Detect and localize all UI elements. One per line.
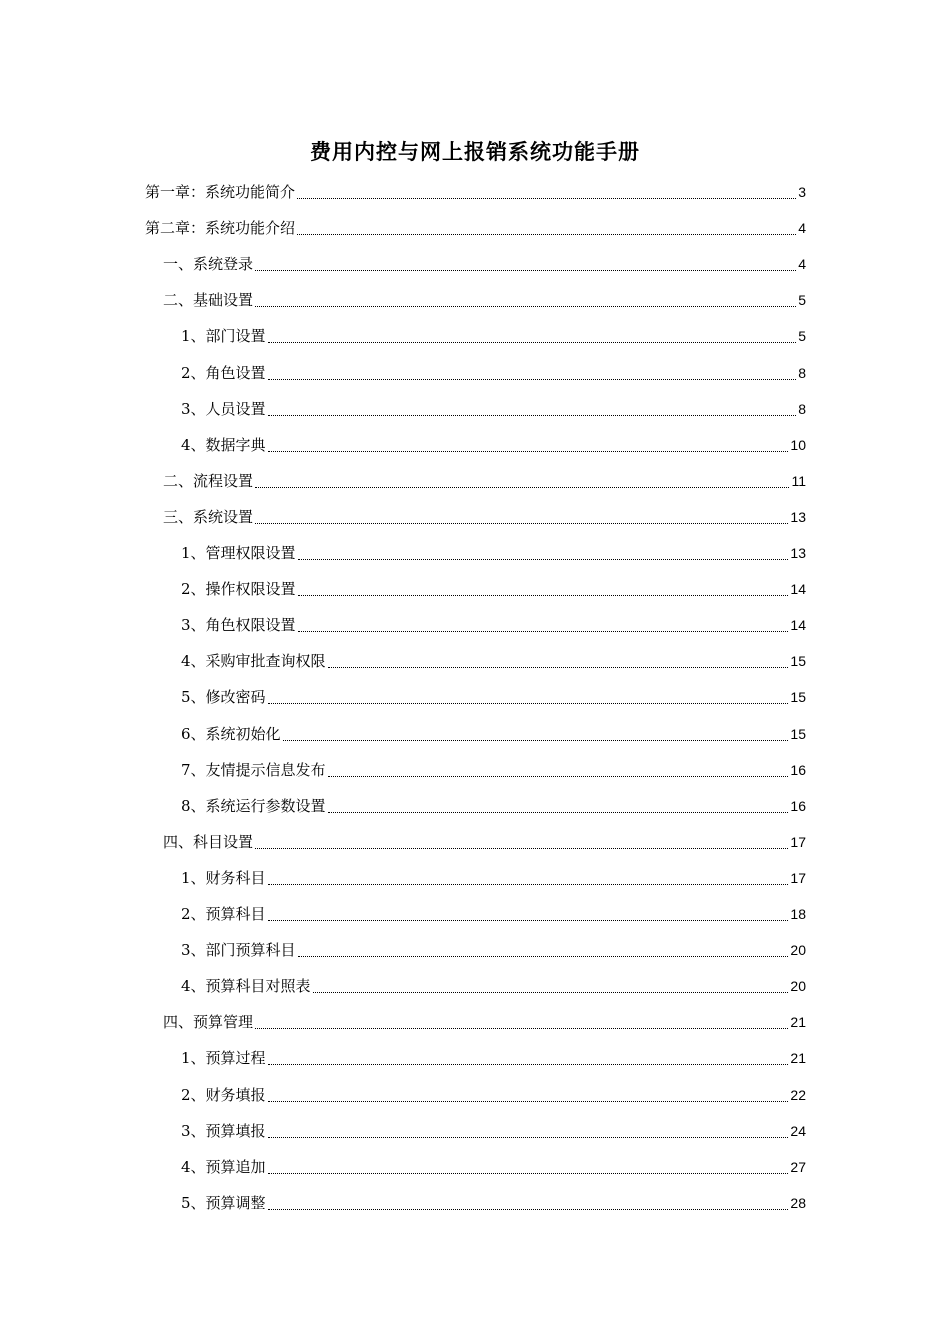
toc-entry-page-number: 21 (790, 1050, 806, 1067)
toc-entry[interactable] (163, 493, 806, 529)
toc-dot-leader (297, 198, 796, 199)
toc-dot-leader (255, 1028, 788, 1029)
toc-dot-leader (255, 487, 789, 488)
toc-entry-page-number: 3 (798, 184, 806, 200)
document-title: 费用内控与网上报销系统功能手册 (310, 139, 640, 164)
toc-entry-label: 2、角色设置 (181, 363, 266, 382)
toc-dot-leader (328, 667, 789, 668)
toc-entry[interactable] (163, 818, 806, 854)
toc-entry-page-number: 13 (790, 508, 806, 525)
toc-entry-label: 7、友情提示信息发布 (181, 760, 326, 779)
toc-entry-page-number: 8 (798, 400, 806, 417)
toc-entry[interactable] (181, 890, 806, 926)
toc-entry-page-number: 10 (790, 436, 806, 453)
toc-dot-leader (268, 1064, 789, 1065)
toc-entry-label: 3、预算填报 (181, 1121, 266, 1140)
toc-entry-label: 二、基础设置 (163, 291, 254, 310)
toc-entry-page-number: 28 (790, 1194, 806, 1211)
toc-entry[interactable] (181, 1179, 806, 1215)
toc-entry-label: 3、人员设置 (181, 399, 266, 418)
toc-dot-leader (255, 848, 788, 849)
toc-dot-leader (255, 523, 788, 524)
toc-dot-leader (268, 379, 797, 380)
toc-entry[interactable] (181, 782, 806, 818)
toc-entry-page-number: 16 (790, 797, 806, 814)
toc-entry[interactable] (181, 601, 806, 637)
toc-entry[interactable] (163, 998, 806, 1034)
toc-dot-leader (283, 740, 789, 741)
toc-entry-label: 三、系统设置 (163, 507, 254, 526)
toc-entry[interactable] (181, 349, 806, 385)
toc-dot-leader (298, 595, 789, 596)
toc-entry-label: 一、系统登录 (163, 255, 254, 274)
toc-entry[interactable] (181, 312, 806, 348)
toc-entry-page-number: 18 (790, 906, 806, 922)
toc-dot-leader (268, 884, 789, 885)
toc-entry-label: 5、预算调整 (181, 1193, 266, 1212)
toc-entry[interactable] (145, 168, 806, 204)
toc-entry-label: 5、修改密码 (181, 688, 266, 707)
toc-entry[interactable] (163, 276, 806, 312)
toc-entry-page-number: 17 (790, 833, 806, 850)
toc-entry[interactable] (181, 854, 806, 890)
toc-entry-label: 第一章：系统功能简介 (145, 183, 296, 201)
toc-dot-leader (268, 451, 789, 452)
toc-entry-label: 4、数据字典 (181, 435, 266, 454)
toc-entry-label: 四、科目设置 (163, 832, 254, 851)
toc-entry-page-number: 22 (790, 1086, 806, 1103)
toc-entry-page-number: 5 (798, 328, 806, 345)
toc-entry-page-number: 17 (790, 869, 806, 886)
toc-dot-leader (328, 812, 789, 813)
toc-entry-label: 1、财务科目 (181, 868, 266, 887)
toc-entry-label: 二、流程设置 (163, 471, 254, 490)
toc-dot-leader (268, 1101, 789, 1102)
toc-entry-page-number: 27 (790, 1158, 806, 1175)
toc-entry-page-number: 8 (798, 364, 806, 381)
toc-entry[interactable] (181, 1071, 806, 1107)
toc-dot-leader (268, 342, 797, 343)
toc-entry[interactable] (181, 746, 806, 782)
toc-entry[interactable] (181, 1107, 806, 1143)
toc-entry-page-number: 24 (790, 1122, 806, 1139)
toc-entry[interactable] (181, 962, 806, 998)
toc-entry-label: 2、操作权限设置 (181, 580, 296, 599)
toc-dot-leader (328, 776, 789, 777)
toc-entry-page-number: 11 (791, 472, 806, 489)
toc-entry-page-number: 14 (790, 581, 806, 598)
toc-entry-label: 4、预算科目对照表 (181, 977, 311, 996)
toc-entry[interactable] (181, 529, 806, 565)
toc-entry-label: 3、角色权限设置 (181, 616, 296, 635)
toc-entry-page-number: 4 (798, 220, 806, 237)
toc-dot-leader (268, 920, 789, 921)
toc-dot-leader (268, 415, 797, 416)
toc-entry-page-number: 20 (790, 978, 806, 995)
toc-dot-leader (313, 992, 789, 993)
toc-dot-leader (298, 956, 789, 957)
toc-dot-leader (255, 270, 796, 271)
toc-entry-label: 8、系统运行参数设置 (181, 796, 326, 815)
toc-entry-label: 2、财务填报 (181, 1085, 266, 1104)
toc-entry-label: 四、预算管理 (163, 1013, 254, 1032)
toc-entry-page-number: 15 (790, 653, 806, 670)
toc-entry-label: 1、部门设置 (181, 327, 266, 346)
toc-entry[interactable] (181, 1034, 806, 1070)
toc-entry[interactable] (163, 240, 806, 276)
toc-entry-page-number: 21 (790, 1014, 806, 1031)
toc-entry[interactable] (145, 204, 806, 240)
toc-dot-leader (298, 631, 789, 632)
toc-entry-label: 1、预算过程 (181, 1049, 266, 1068)
toc-entry-page-number: 4 (798, 256, 806, 273)
toc-entry[interactable] (181, 710, 806, 746)
toc-entry-page-number: 14 (790, 617, 806, 634)
toc-entry-label: 6、系统初始化 (181, 724, 281, 743)
toc-entry[interactable] (181, 385, 806, 421)
toc-entry-label: 第二章：系统功能介绍 (145, 219, 296, 238)
toc-entry[interactable] (181, 1143, 806, 1179)
toc-dot-leader (268, 703, 789, 704)
toc-entry[interactable] (181, 673, 806, 709)
toc-dot-leader (297, 234, 796, 235)
toc-entry-label: 4、采购审批查询权限 (181, 652, 326, 671)
toc-entry[interactable] (181, 565, 806, 601)
toc-dot-leader (298, 559, 789, 560)
toc-entry[interactable] (163, 457, 806, 493)
toc-entry-label: 2、预算科目 (181, 905, 266, 923)
toc-entry[interactable] (181, 421, 806, 457)
toc-entry-label: 1、管理权限设置 (181, 544, 296, 562)
toc-dot-leader (268, 1137, 789, 1138)
toc-entry-page-number: 15 (790, 725, 806, 742)
toc-entry-page-number: 15 (790, 689, 806, 706)
toc-entry-page-number: 5 (798, 292, 806, 309)
toc-dot-leader (268, 1173, 789, 1174)
toc-dot-leader (255, 306, 796, 307)
toc-entry-page-number: 20 (790, 942, 806, 959)
toc-entry-label: 4、预算追加 (181, 1157, 266, 1176)
toc-entry-page-number: 16 (790, 761, 806, 778)
toc-dot-leader (268, 1209, 789, 1210)
toc-entry-label: 3、部门预算科目 (181, 941, 296, 960)
toc-entry[interactable] (181, 926, 806, 962)
toc-entry[interactable] (181, 637, 806, 673)
toc-entry-page-number: 13 (790, 545, 806, 561)
